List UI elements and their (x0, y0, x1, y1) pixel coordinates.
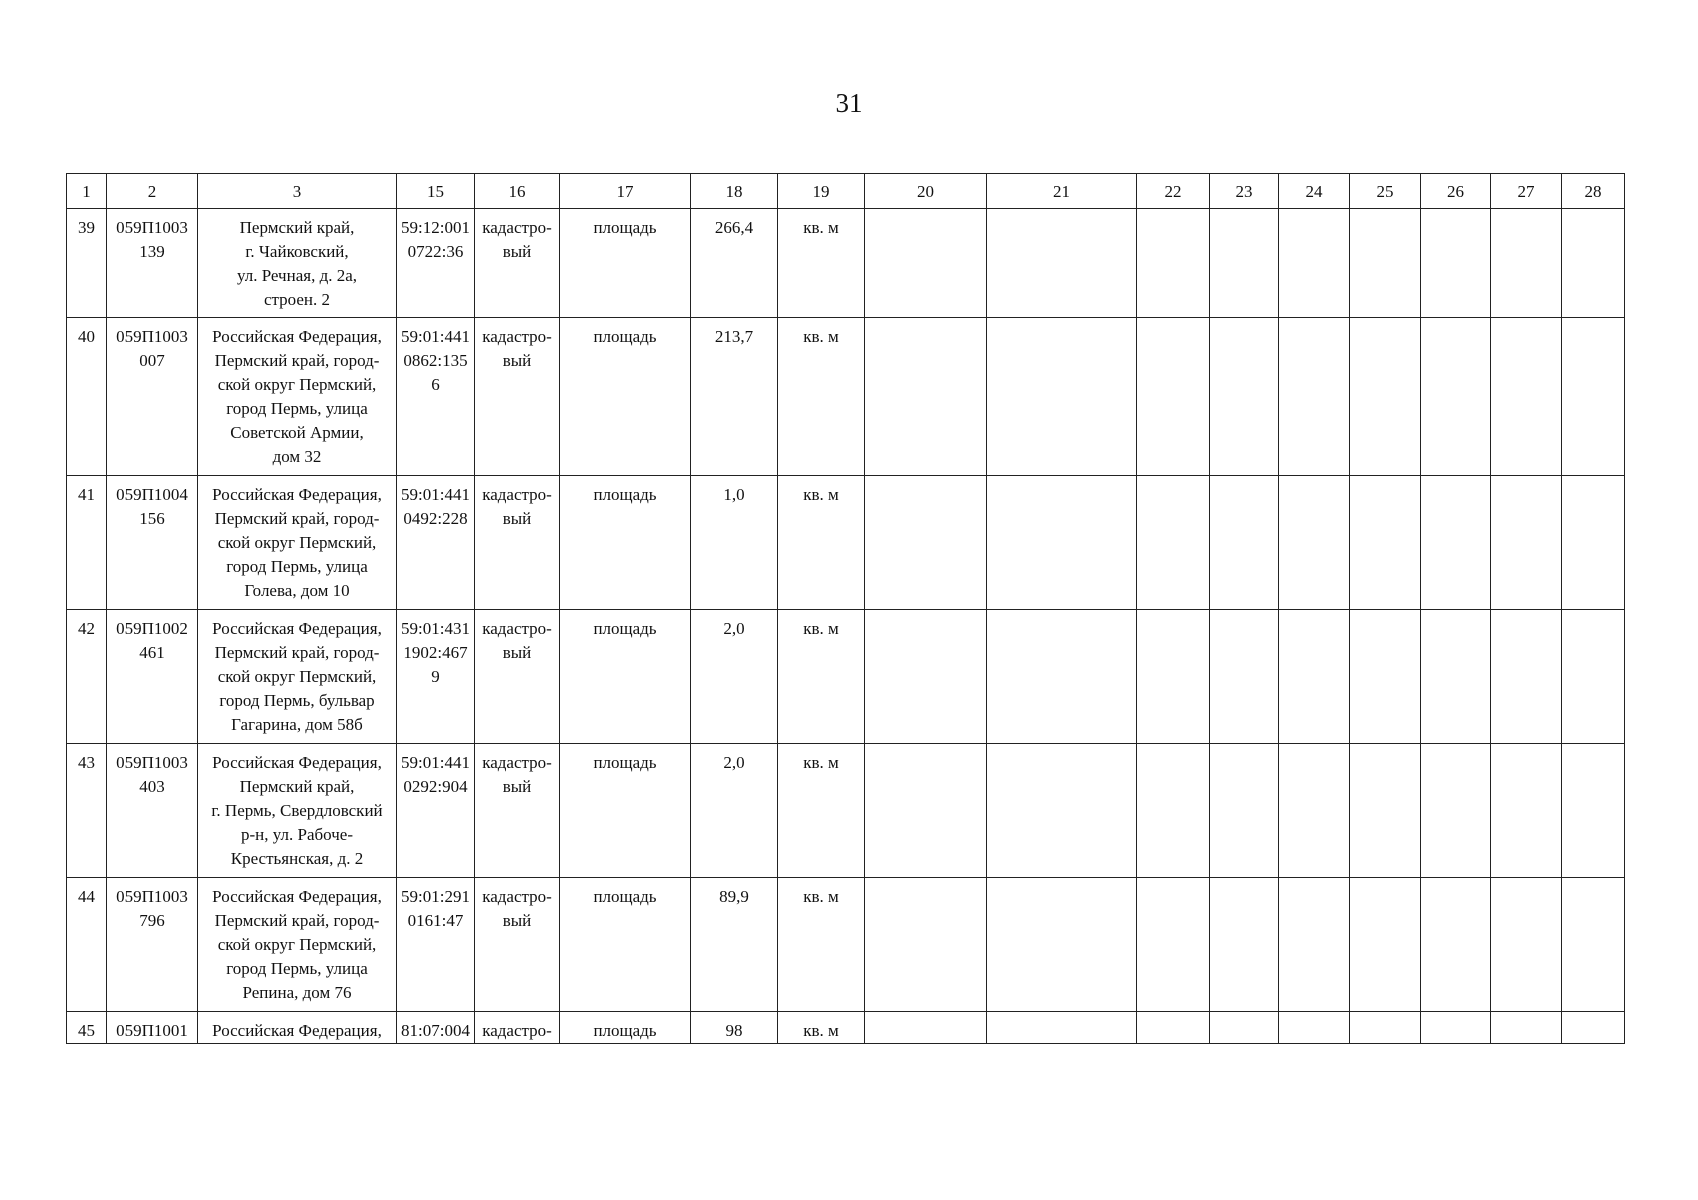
parameter-type: площадь (560, 1012, 691, 1044)
table-row (67, 318, 1625, 476)
empty-cell (1350, 610, 1421, 744)
table-row (67, 878, 1625, 1012)
col-header: 1 (67, 174, 107, 209)
unit: кв. м (778, 878, 865, 1012)
empty-cell (987, 476, 1137, 610)
empty-cell (1350, 209, 1421, 318)
empty-cell (1279, 476, 1350, 610)
row-number: 45 (67, 1012, 107, 1044)
page-number: 31 (835, 88, 863, 118)
table-row (67, 209, 1625, 318)
empty-cell (1421, 878, 1491, 1012)
object-address: Российская Федерация, Пермский край, город- ской округ Пермский, город Пермь, улица Голева, дом 10 (198, 476, 397, 610)
empty-cell (1562, 610, 1625, 744)
empty-cell (1562, 878, 1625, 1012)
unit: кв. м (778, 744, 865, 878)
empty-cell (1279, 1012, 1350, 1044)
col-header: 17 (560, 174, 691, 209)
empty-cell (1137, 1012, 1210, 1044)
parameter-type: площадь (560, 318, 691, 476)
object-address: Российская Федерация, Пермский край, город- ской округ Пермский, город Пермь, бульвар Гагарина, дом 58б (198, 610, 397, 744)
col-header: 26 (1421, 174, 1491, 209)
col-header: 16 (475, 174, 560, 209)
empty-cell (1137, 209, 1210, 318)
registry-table (66, 173, 1625, 1044)
empty-cell (865, 1012, 987, 1044)
object-address: Российская Федерация, Пермский край, г. Пермь, Свердловский р-н, ул. Рабоче- Крестьянская, д. 2 (198, 744, 397, 878)
empty-cell (1421, 744, 1491, 878)
row-number: 44 (67, 878, 107, 1012)
empty-cell (865, 878, 987, 1012)
cadastral-number: 59:01:431 1902:467 9 (397, 610, 475, 744)
cadastral-number: 59:01:291 0161:47 (397, 878, 475, 1012)
number-kind: кадастро- вый (475, 878, 560, 1012)
col-header: 21 (987, 174, 1137, 209)
empty-cell (1350, 1012, 1421, 1044)
empty-cell (1421, 209, 1491, 318)
empty-cell (1562, 318, 1625, 476)
number-kind: кадастро- вый (475, 318, 560, 476)
parameter-value: 89,9 (691, 878, 778, 1012)
table-body (67, 209, 1625, 1044)
object-address: Российская Федерация, (198, 1012, 397, 1044)
empty-cell (865, 209, 987, 318)
empty-cell (1210, 476, 1279, 610)
object-code: 059П1002 461 (107, 610, 198, 744)
object-code: 059П1003 139 (107, 209, 198, 318)
empty-cell (1279, 318, 1350, 476)
empty-cell (1562, 744, 1625, 878)
col-header: 15 (397, 174, 475, 209)
empty-cell (1421, 1012, 1491, 1044)
empty-cell (1491, 878, 1562, 1012)
unit: кв. м (778, 318, 865, 476)
empty-cell (1210, 878, 1279, 1012)
unit: кв. м (778, 610, 865, 744)
empty-cell (1137, 610, 1210, 744)
col-header: 27 (1491, 174, 1562, 209)
parameter-value: 1,0 (691, 476, 778, 610)
empty-cell (987, 318, 1137, 476)
table-header (67, 174, 1625, 209)
table-row (67, 476, 1625, 610)
col-header: 28 (1562, 174, 1625, 209)
empty-cell (987, 878, 1137, 1012)
empty-cell (1350, 476, 1421, 610)
row-number: 41 (67, 476, 107, 610)
empty-cell (1562, 476, 1625, 610)
header-row (67, 174, 1625, 209)
empty-cell (987, 610, 1137, 744)
object-code: 059П1003 796 (107, 878, 198, 1012)
number-kind: кадастро- вый (475, 476, 560, 610)
parameter-type: площадь (560, 476, 691, 610)
col-header: 20 (865, 174, 987, 209)
cadastral-number: 81:07:004 (397, 1012, 475, 1044)
table-row (67, 610, 1625, 744)
object-code: 059П1004 156 (107, 476, 198, 610)
empty-cell (1279, 878, 1350, 1012)
col-header: 25 (1350, 174, 1421, 209)
empty-cell (1421, 318, 1491, 476)
empty-cell (1210, 209, 1279, 318)
number-kind: кадастро- вый (475, 209, 560, 318)
empty-cell (1491, 1012, 1562, 1044)
empty-cell (1137, 878, 1210, 1012)
table-row (67, 744, 1625, 878)
col-header: 3 (198, 174, 397, 209)
empty-cell (1350, 318, 1421, 476)
col-header: 22 (1137, 174, 1210, 209)
object-address: Пермский край, г. Чайковский, ул. Речная, д. 2а, строен. 2 (198, 209, 397, 318)
empty-cell (865, 610, 987, 744)
col-header: 24 (1279, 174, 1350, 209)
empty-cell (1279, 209, 1350, 318)
col-header: 19 (778, 174, 865, 209)
number-kind: кадастро- вый (475, 744, 560, 878)
empty-cell (1350, 878, 1421, 1012)
empty-cell (987, 744, 1137, 878)
parameter-value: 213,7 (691, 318, 778, 476)
empty-cell (1491, 744, 1562, 878)
empty-cell (1137, 744, 1210, 878)
parameter-value: 2,0 (691, 610, 778, 744)
object-address: Российская Федерация, Пермский край, город- ской округ Пермский, город Пермь, улица Репина, дом 76 (198, 878, 397, 1012)
row-number: 42 (67, 610, 107, 744)
cadastral-number: 59:12:001 0722:36 (397, 209, 475, 318)
empty-cell (1279, 744, 1350, 878)
parameter-type: площадь (560, 610, 691, 744)
parameter-type: площадь (560, 878, 691, 1012)
table-row (67, 1012, 1625, 1044)
empty-cell (865, 476, 987, 610)
empty-cell (865, 744, 987, 878)
unit: кв. м (778, 209, 865, 318)
parameter-type: площадь (560, 744, 691, 878)
object-code: 059П1003 007 (107, 318, 198, 476)
empty-cell (987, 209, 1137, 318)
col-header: 18 (691, 174, 778, 209)
empty-cell (1562, 209, 1625, 318)
empty-cell (1491, 318, 1562, 476)
empty-cell (1421, 610, 1491, 744)
row-number: 43 (67, 744, 107, 878)
empty-cell (1562, 1012, 1625, 1044)
empty-cell (1491, 476, 1562, 610)
empty-cell (1210, 610, 1279, 744)
empty-cell (1279, 610, 1350, 744)
row-number: 39 (67, 209, 107, 318)
object-code: 059П1001 (107, 1012, 198, 1044)
empty-cell (1210, 318, 1279, 476)
unit: кв. м (778, 1012, 865, 1044)
cadastral-number: 59:01:441 0492:228 (397, 476, 475, 610)
col-header: 2 (107, 174, 198, 209)
cadastral-number: 59:01:441 0862:135 6 (397, 318, 475, 476)
empty-cell (987, 1012, 1137, 1044)
empty-cell (1350, 744, 1421, 878)
empty-cell (865, 318, 987, 476)
empty-cell (1137, 318, 1210, 476)
number-kind: кадастро- (475, 1012, 560, 1044)
object-code: 059П1003 403 (107, 744, 198, 878)
empty-cell (1421, 476, 1491, 610)
unit: кв. м (778, 476, 865, 610)
col-header: 23 (1210, 174, 1279, 209)
number-kind: кадастро- вый (475, 610, 560, 744)
parameter-value: 266,4 (691, 209, 778, 318)
empty-cell (1491, 610, 1562, 744)
parameter-value: 2,0 (691, 744, 778, 878)
row-number: 40 (67, 318, 107, 476)
parameter-type: площадь (560, 209, 691, 318)
empty-cell (1210, 744, 1279, 878)
cadastral-number: 59:01:441 0292:904 (397, 744, 475, 878)
empty-cell (1491, 209, 1562, 318)
object-address: Российская Федерация, Пермский край, город- ской округ Пермский, город Пермь, улица Советской Армии, дом 32 (198, 318, 397, 476)
empty-cell (1137, 476, 1210, 610)
parameter-value: 98 (691, 1012, 778, 1044)
empty-cell (1210, 1012, 1279, 1044)
